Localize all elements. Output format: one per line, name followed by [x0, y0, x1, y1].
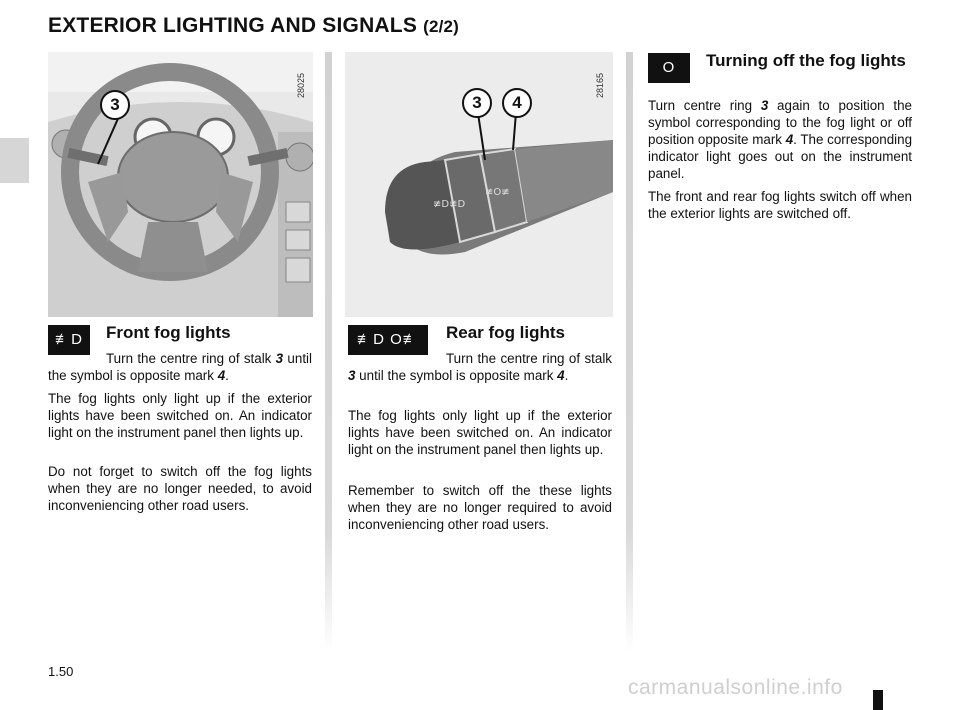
column-divider-left: [325, 52, 332, 652]
chapter-tab: [0, 138, 29, 183]
callout-3-middle: 3: [462, 88, 492, 118]
left-image-code: 28025: [296, 72, 306, 98]
rear-fog-heading: Rear fog lights: [446, 323, 566, 342]
title-sub: (2/2): [423, 17, 460, 36]
footer-mark: [873, 690, 883, 710]
title-main: EXTERIOR LIGHTING AND SIGNALS: [48, 14, 418, 37]
fog-off-step: Turn centre ring 3 again to position the symbol corresponding to the fog light or off position opposite mark 4. The corresponding indicator light goes out on the instrument panel.: [648, 98, 913, 181]
fog-off-symbol-icon: O: [648, 53, 690, 83]
rear-fog-step: Turn the centre ring of stalk 3 until the symbol is opposite mark 4.: [348, 351, 612, 383]
page-number: 1.50: [48, 664, 74, 679]
middle-image-code: 28165: [595, 72, 605, 98]
svg-text:≢D≢D: ≢D≢D: [433, 199, 466, 210]
rear-fog-note: The fog lights only light up if the exterior lights have been switched on. An indicator light on the instrument panel then lights up.: [348, 408, 612, 457]
dashboard-photo: [48, 52, 313, 317]
front-fog-step: Turn the centre ring of stalk 3 until the symbol is opposite mark 4.: [48, 351, 312, 383]
front-fog-reminder: Do not forget to switch off the fog lights when they are no longer needed, to avoid inconveniencing other road users.: [48, 464, 312, 513]
page-title: [48, 14, 459, 38]
front-fog-symbol-icon: ≢D: [48, 325, 90, 355]
column-divider-right: [626, 52, 633, 652]
watermark: carmanualsonline.info: [628, 676, 843, 699]
front-fog-note: The fog lights only light up if the exterior lights have been switched on. An indicator light on the instrument panel then lights up.: [48, 391, 312, 440]
front-fog-heading: Front fog lights: [106, 323, 231, 342]
fog-off-heading: Turning off the fog lights: [706, 51, 906, 70]
fog-off-note: The front and rear fog lights switch off when the exterior lights are switched off.: [648, 189, 912, 221]
rear-fog-reminder: Remember to switch off the these lights when they are no longer required to avoid inconveniencing other road users.: [348, 483, 612, 532]
callout-4-middle: 4: [502, 88, 532, 118]
callout-3-left: 3: [100, 90, 130, 120]
rear-fog-symbol-icon: ≢D O≢: [348, 325, 428, 355]
svg-text:≢O≢: ≢O≢: [485, 187, 510, 198]
